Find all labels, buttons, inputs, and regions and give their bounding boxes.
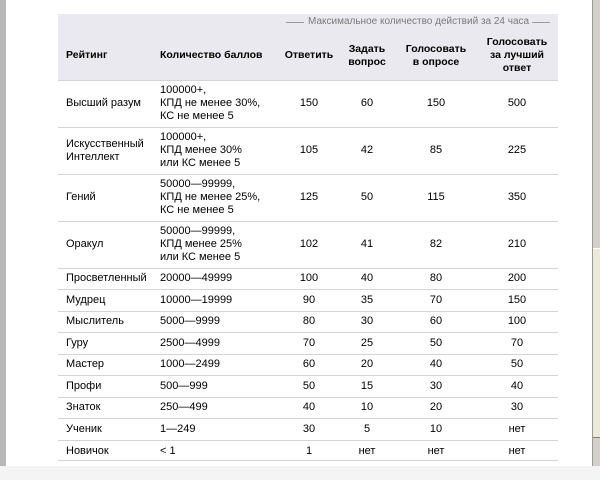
col-header-answer: Ответить [284,49,334,62]
ask-limit-cell: 50 [338,174,396,221]
table-row [58,80,558,127]
table-row [58,174,558,221]
vote-best-limit-cell: 225 [476,127,558,174]
table-row [58,397,558,419]
col-header-rating: Рейтинг [66,49,108,62]
vertical-scrollbar[interactable] [592,0,600,480]
vote-poll-limit-cell: 10 [396,419,476,441]
group-header-line-right [532,22,550,23]
rating-name-cell: Новичок [58,440,156,462]
table-row [58,376,558,398]
table-row [58,333,558,355]
ask-limit-cell: 60 [338,80,396,127]
answer-limit-cell: 60 [280,354,338,376]
col-header-ask: Задать вопрос [348,42,386,68]
answer-limit-cell: 80 [280,311,338,333]
column-group-header [286,14,550,32]
vote-best-limit-cell: 500 [476,80,558,127]
ask-limit-cell: 41 [338,221,396,268]
vote-best-limit-cell: 100 [476,311,558,333]
vote-poll-limit-cell: нет [396,440,476,462]
ask-limit-cell: 40 [338,268,396,290]
vote-best-limit-cell: 70 [476,333,558,355]
points-cell: 20000—49999 [156,268,280,290]
rating-table [58,32,558,462]
vote-best-limit-cell: 40 [476,376,558,398]
table-row [58,440,558,462]
table-body [58,80,558,462]
rating-name-cell: Оракул [58,221,156,268]
vote-poll-limit-cell: 80 [396,268,476,290]
points-cell: 100000+, КПД менее 30% или КС менее 5 [156,127,280,174]
vote-poll-limit-cell: 50 [396,333,476,355]
table-row [58,127,558,174]
answer-limit-cell: 150 [280,80,338,127]
ask-limit-cell: 15 [338,376,396,398]
vote-poll-limit-cell: 40 [396,354,476,376]
points-cell: < 1 [156,440,280,462]
points-cell: 5000—9999 [156,311,280,333]
points-cell: 1000—2499 [156,354,280,376]
table-row [58,290,558,312]
points-cell: 10000—19999 [156,290,280,312]
col-header-vote-best: Голосовать за лучший ответ [486,36,548,75]
answer-limit-cell: 125 [280,174,338,221]
answer-limit-cell: 100 [280,268,338,290]
table-row [58,221,558,268]
table-row [58,354,558,376]
scrollbar-thumb[interactable] [593,248,600,438]
vote-poll-limit-cell: 30 [396,376,476,398]
ask-limit-cell: 10 [338,397,396,419]
rating-name-cell: Гуру [58,333,156,355]
ask-limit-cell: нет [338,440,396,462]
points-cell: 2500—4999 [156,333,280,355]
answer-limit-cell: 70 [280,333,338,355]
table-bottom-border [58,460,558,461]
answer-limit-cell: 1 [280,440,338,462]
rating-name-cell: Ученик [58,419,156,441]
table-row [58,268,558,290]
vote-poll-limit-cell: 85 [396,127,476,174]
table-row [58,419,558,441]
table-row [58,311,558,333]
points-cell: 50000—99999, КПД не менее 25%, КС не менее 5 [156,174,280,221]
ask-limit-cell: 5 [338,419,396,441]
points-cell: 100000+, КПД не менее 30%, КС не менее 5 [156,80,280,127]
answer-limit-cell: 30 [280,419,338,441]
points-cell: 250—499 [156,397,280,419]
answer-limit-cell: 40 [280,397,338,419]
rating-name-cell: Гений [58,174,156,221]
rating-name-cell: Знаток [58,397,156,419]
answer-limit-cell: 90 [280,290,338,312]
ask-limit-cell: 25 [338,333,396,355]
rating-name-cell: Мастер [58,354,156,376]
answer-limit-cell: 50 [280,376,338,398]
vote-best-limit-cell: 200 [476,268,558,290]
col-header-vote-poll: Голосовать в опросе [405,42,467,68]
rating-name-cell: Высший разум [58,80,156,127]
col-header-points: Количество баллов [160,49,263,62]
points-cell: 50000—99999, КПД менее 25% или КС менее 5 [156,221,280,268]
ask-limit-cell: 30 [338,311,396,333]
vote-poll-limit-cell: 115 [396,174,476,221]
vote-best-limit-cell: 350 [476,174,558,221]
group-header-line-left [286,22,304,23]
table-head [58,32,558,80]
points-cell: 1—249 [156,419,280,441]
rating-name-cell: Профи [58,376,156,398]
points-cell: 500—999 [156,376,280,398]
vote-poll-limit-cell: 82 [396,221,476,268]
rating-name-cell: Мудрец [58,290,156,312]
answer-limit-cell: 102 [280,221,338,268]
rating-name-cell: Искусственный Интеллект [58,127,156,174]
header-row [58,32,558,80]
vote-poll-limit-cell: 20 [396,397,476,419]
vote-best-limit-cell: 210 [476,221,558,268]
vote-best-limit-cell: нет [476,440,558,462]
ask-limit-cell: 35 [338,290,396,312]
page-bottom-area [0,466,600,480]
ask-limit-cell: 20 [338,354,396,376]
vote-best-limit-cell: 30 [476,397,558,419]
vote-poll-limit-cell: 70 [396,290,476,312]
vote-best-limit-cell: 150 [476,290,558,312]
vote-best-limit-cell: нет [476,419,558,441]
vote-poll-limit-cell: 150 [396,80,476,127]
ask-limit-cell: 42 [338,127,396,174]
answer-limit-cell: 105 [280,127,338,174]
vote-best-limit-cell: 50 [476,354,558,376]
window-left-edge [0,0,6,480]
vote-poll-limit-cell: 60 [396,311,476,333]
rating-name-cell: Мыслитель [58,311,156,333]
rating-name-cell: Просветленный [58,268,156,290]
group-header-label: Максимальное количество действий за 24 часа [308,16,530,27]
